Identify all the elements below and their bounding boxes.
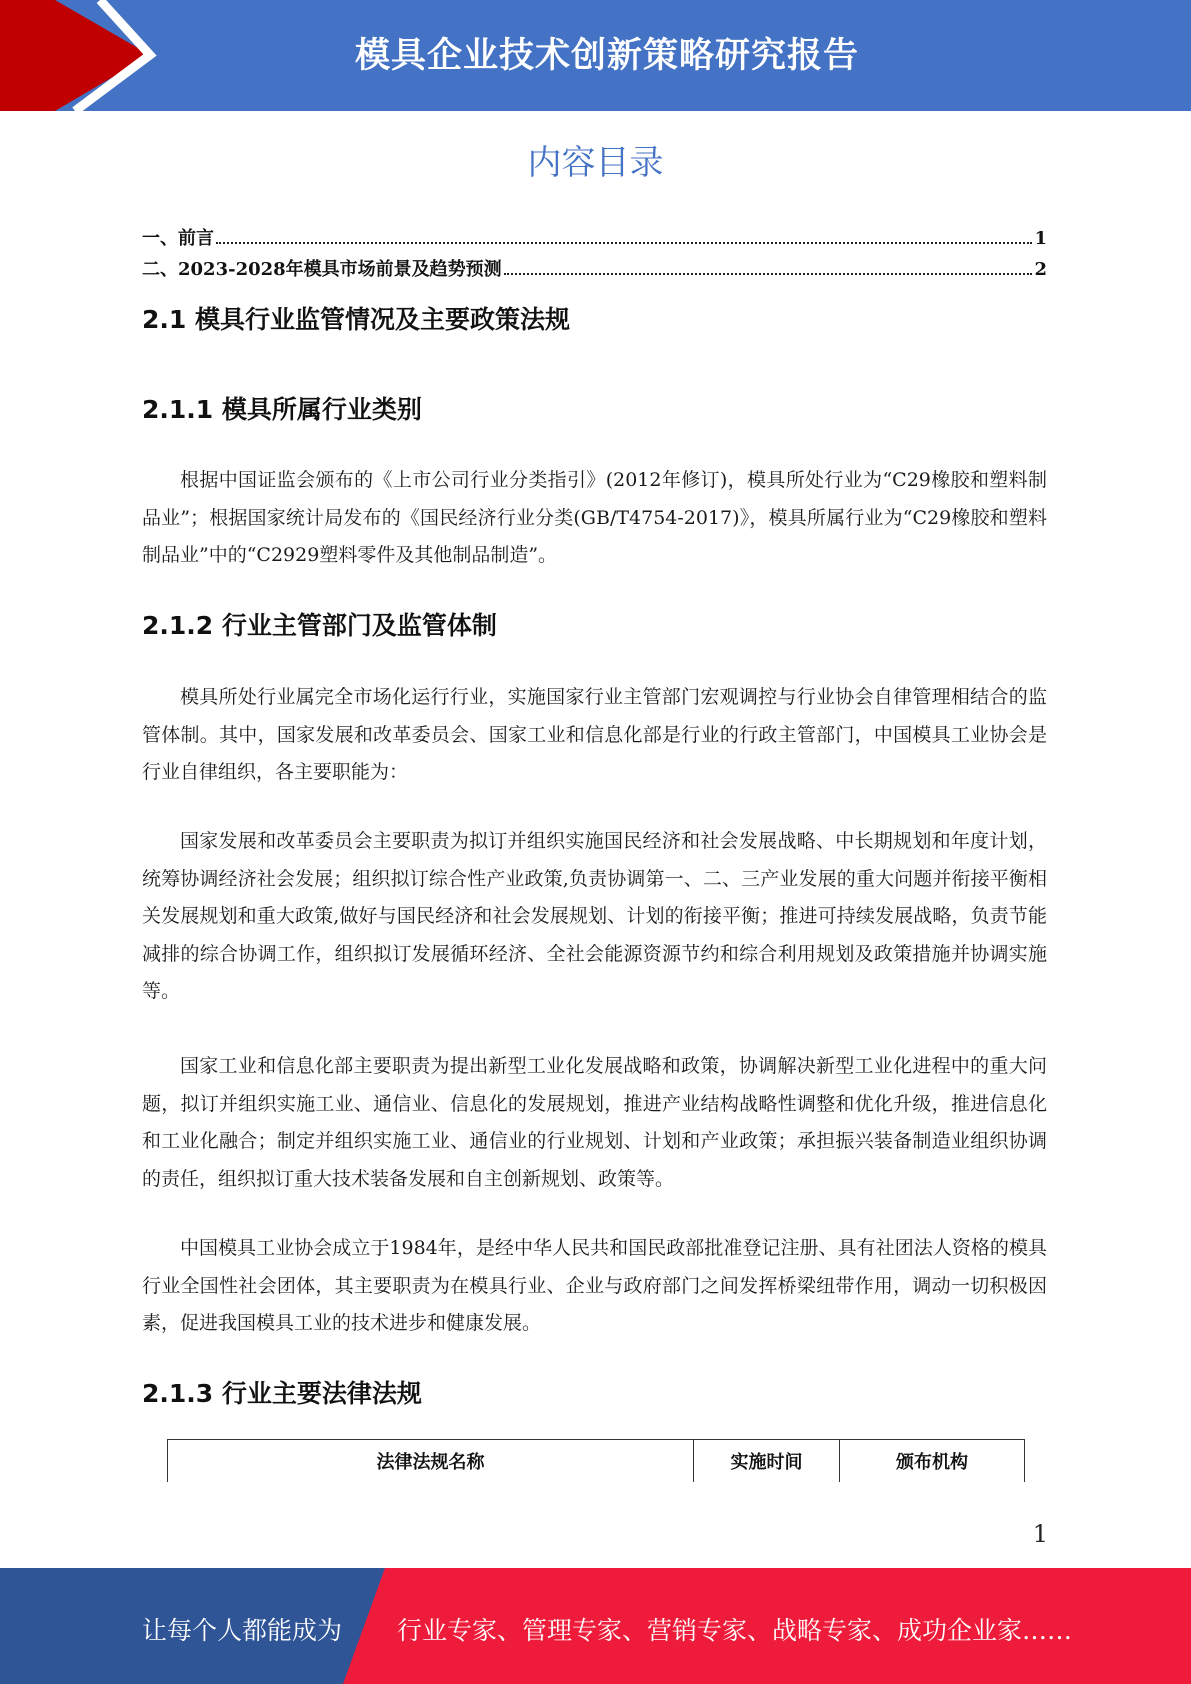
toc-dot-leader [216, 242, 1032, 244]
header-banner [0, 0, 1191, 111]
column-header-issuing-authority: 颁布机构 [840, 1440, 1025, 1483]
paragraph-mould-association: 中国模具工业协会成立于1984年，是经中华人民共和国民政部批准登记注册、具有社团法人资格的模具行业全国性社会团体，其主要职责为在模具行业、企业与政府部门之间发挥桥梁纽带作用，调动一切积极因素，促进我国模具工业的技术进步和健康发展。 [142, 1237, 1047, 1334]
section-heading-2-1-2: 2.1.2 行业主管部门及监管体制 [142, 611, 497, 640]
column-header-effective-date: 实施时间 [694, 1440, 840, 1483]
toc-entry-label: 二、2023-2028年模具市场前景及趋势预测 [142, 259, 502, 280]
section-heading-2-1-3: 2.1.3 行业主要法律法规 [142, 1379, 422, 1408]
toc-dot-leader [504, 273, 1033, 275]
laws-regulations-table [167, 1439, 1025, 1482]
toc-entry-page: 1 [1034, 228, 1047, 249]
footer-slogan-left: 让每个人都能成为 [142, 1616, 343, 1645]
toc-entry-label: 一、前言 [142, 228, 214, 249]
table-of-contents [142, 224, 1047, 286]
paragraph-miit-duties: 国家工业和信息化部主要职责为提出新型工业化发展战略和政策，协调解决新型工业化进程中的重大问题，拟订并组织实施工业、通信业、信息化的发展规划，推进产业结构战略性调整和优化升级，推进信息化和工业化融合；制定并组织实施工业、通信业的行业规划、计划和产业政策；承担振兴装备制造业组织协调的责任，组织拟订重大技术装备发展和自主创新规划、政策等。 [142, 1055, 1047, 1190]
table-header-row [168, 1440, 1025, 1483]
paragraph-regulatory-system: 模具所处行业属完全市场化运行行业，实施国家行业主管部门宏观调控与行业协会自律管理相结合的监管体制。其中，国家发展和改革委员会、国家工业和信息化部是行业的行政主管部门，中国模具工业协会是行业自律组织，各主要职能为： [142, 686, 1047, 783]
section-heading-2-1-1: 2.1.1 模具所属行业类别 [142, 395, 422, 424]
paragraph-industry-category: 根据中国证监会颁布的《上市公司行业分类指引》(2012年修订)，模具所处行业为“C29橡胶和塑料制品业”；根据国家统计局发布的《国民经济行业分类(GB/T4754-2017)》，模具所属行业为“C29橡胶和塑料制品业”中的“C2929塑料零件及其他制品制造”。 [142, 469, 1047, 566]
page-number: 1 [1032, 1520, 1048, 1548]
report-title: 模具企业技术创新策略研究报告 [355, 36, 860, 76]
footer-slogan-right: 行业专家、管理专家、营销专家、战略专家、成功企业家…… [397, 1616, 1073, 1645]
column-header-law-name: 法律法规名称 [168, 1440, 694, 1483]
toc-entry-preface[interactable] [142, 224, 1047, 255]
section-heading-2-1: 2.1 模具行业监管情况及主要政策法规 [142, 305, 570, 334]
toc-entry-page: 2 [1034, 259, 1047, 280]
toc-heading: 内容目录 [527, 143, 664, 183]
footer-banner [0, 1568, 1191, 1684]
paragraph-ndrc-duties: 国家发展和改革委员会主要职责为拟订并组织实施国民经济和社会发展战略、中长期规划和年度计划，统筹协调经济社会发展；组织拟订综合性产业政策,负责协调第一、二、三产业发展的重大问题并衔接平衡相关发展规划和重大政策,做好与国民经济和社会发展规划、计划的衔接平衡；推进可持续发展战略，负责节能减排的综合协调工作，组织拟订发展循环经济、全社会能源资源节约和综合利用规划及政策措施并协调实施等。 [142, 830, 1047, 1002]
toc-entry-market-outlook[interactable] [142, 255, 1047, 286]
